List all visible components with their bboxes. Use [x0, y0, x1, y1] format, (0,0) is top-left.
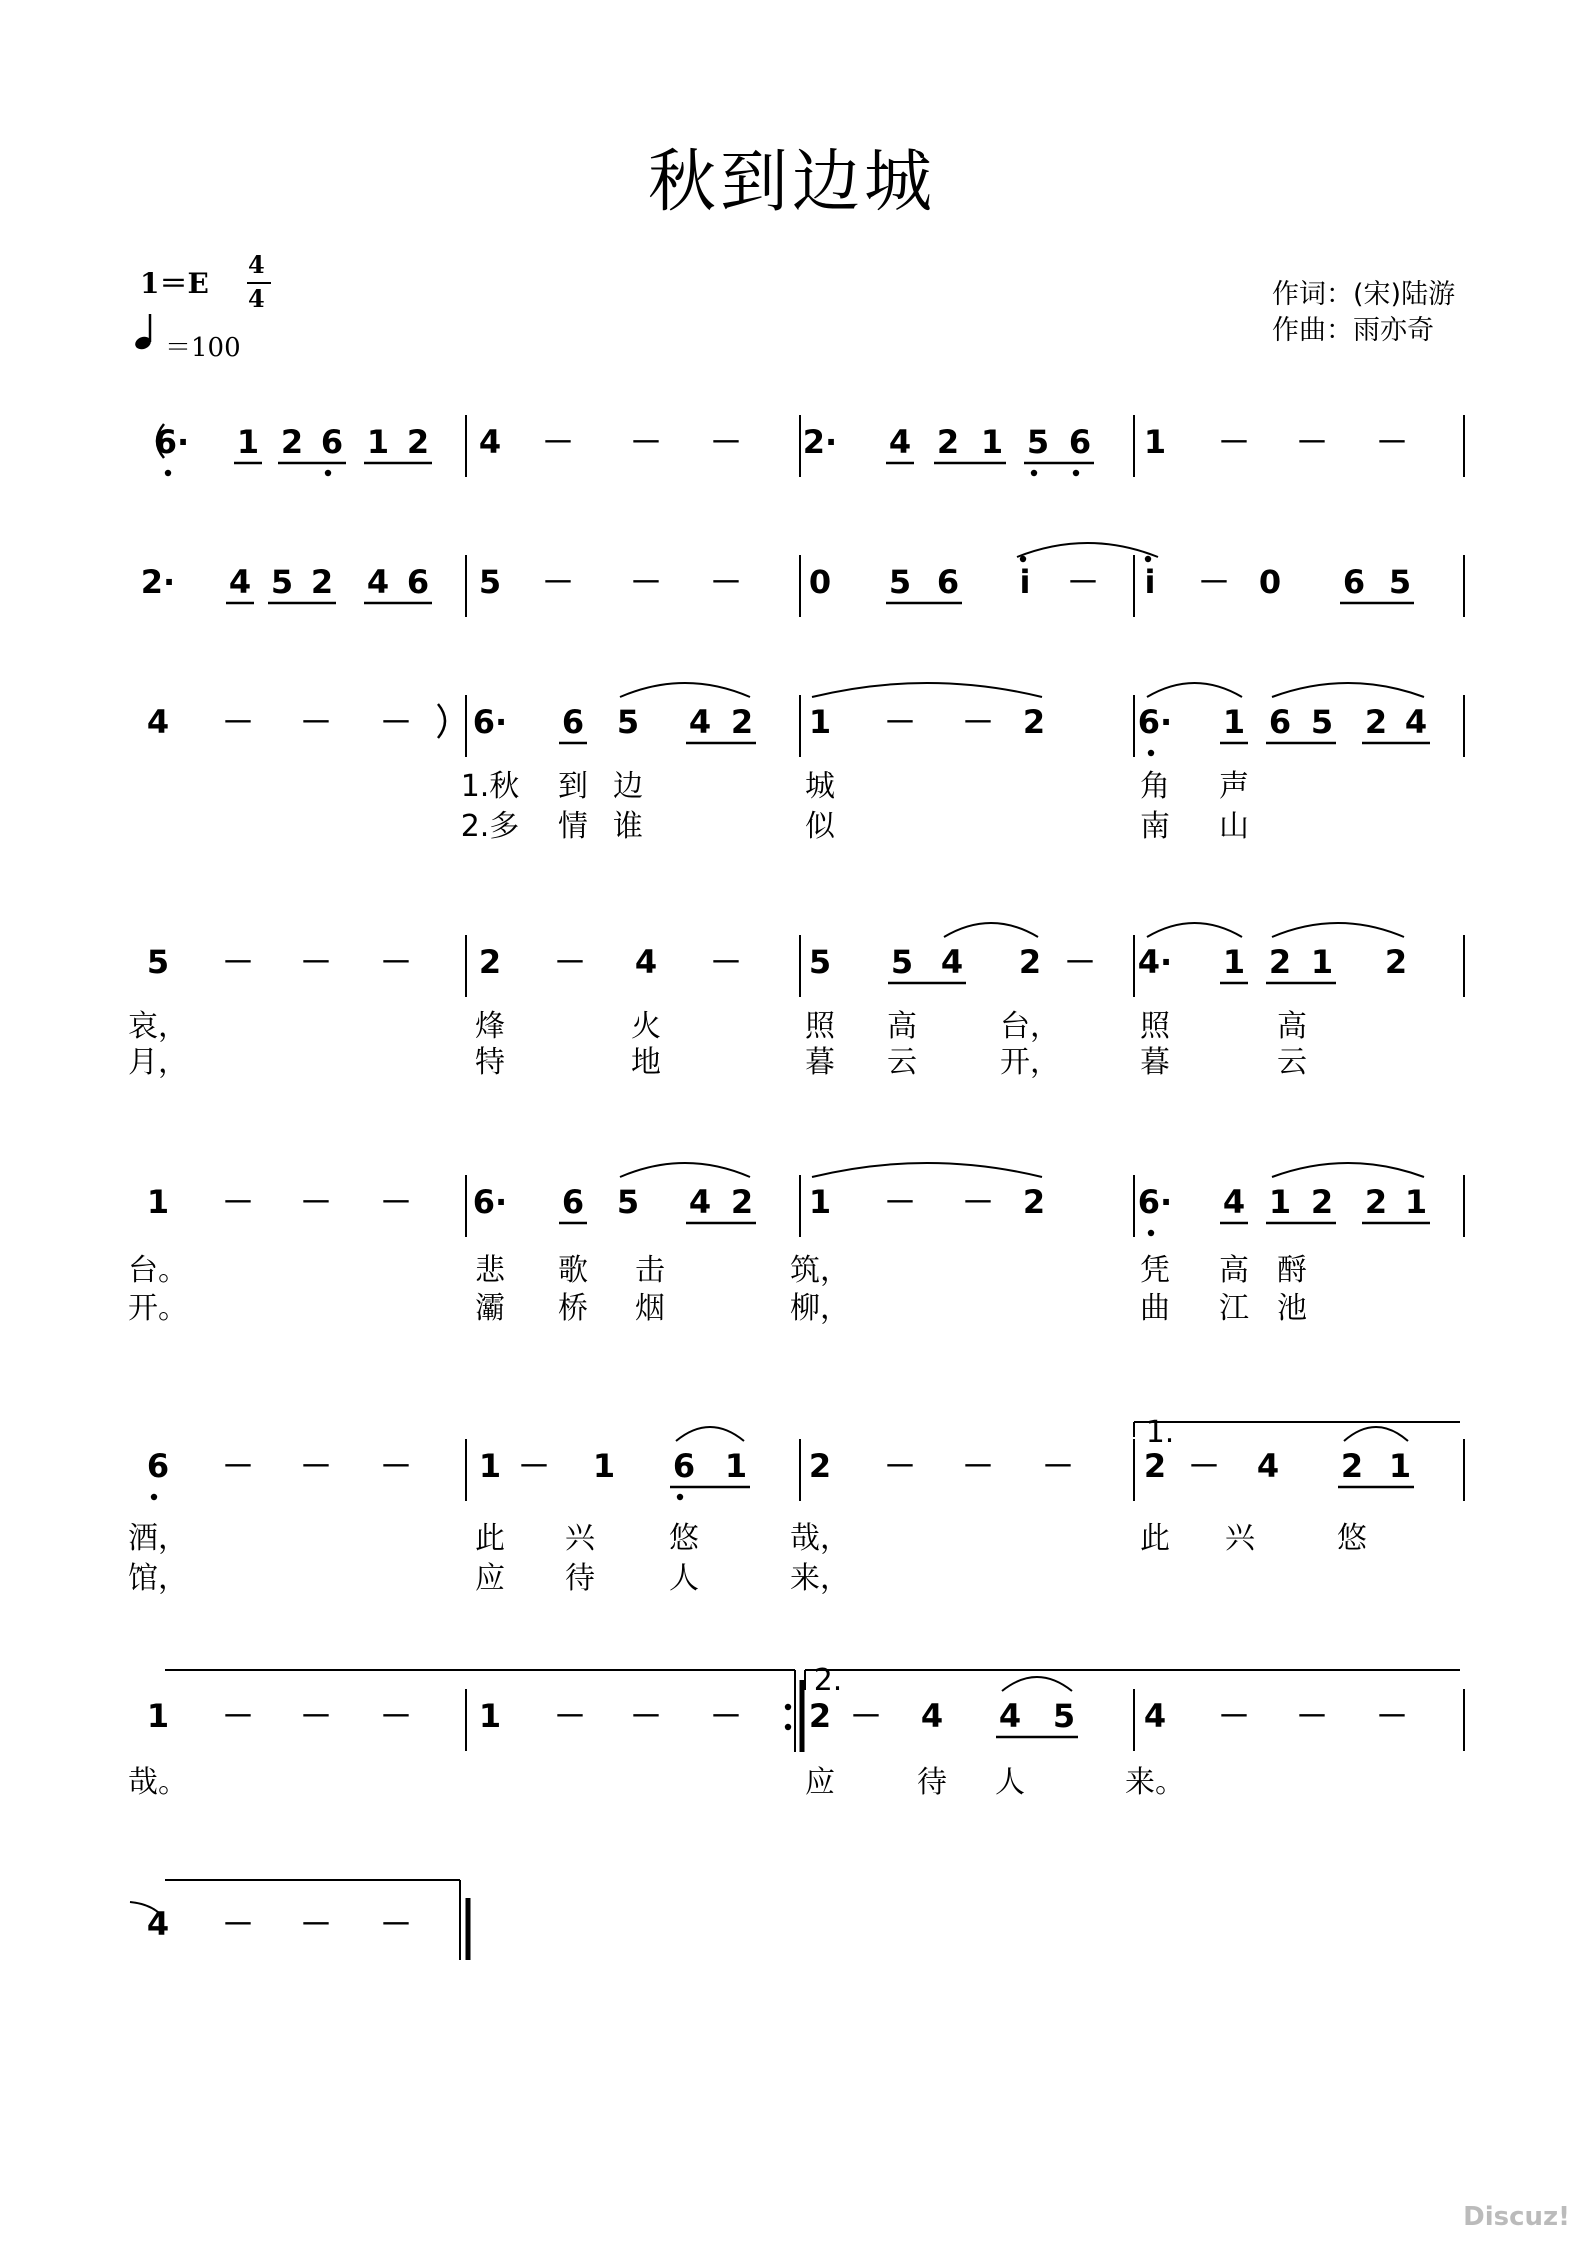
note: － — [379, 1447, 413, 1485]
note: 6 — [1068, 423, 1092, 461]
lyric-verse-1: 哀， — [128, 1009, 188, 1044]
note: 4 — [940, 943, 964, 981]
note: 5 — [1026, 423, 1050, 461]
note: － — [1041, 1447, 1075, 1485]
note: 2 — [808, 1447, 832, 1485]
note: 2 — [1384, 943, 1408, 981]
note: 2· — [802, 423, 838, 461]
note: － — [517, 1447, 551, 1485]
composer-credit: 作曲：雨亦奇 — [1272, 315, 1434, 346]
note: 1 — [808, 1183, 832, 1221]
lyric-verse-2: 柳， — [790, 1291, 850, 1326]
lyric-verse-2: 应 — [475, 1561, 505, 1596]
note: － — [1375, 1697, 1409, 1735]
note: 1 — [146, 1697, 170, 1735]
note: 0 — [808, 563, 832, 601]
note: 1 — [1388, 1447, 1412, 1485]
note: 4 — [1404, 703, 1428, 741]
lyric-verse-2: 馆， — [128, 1561, 188, 1596]
lyric-verse-1: 此 — [1140, 1521, 1170, 1556]
note: 4 — [366, 563, 390, 601]
note: 1 — [1404, 1183, 1428, 1221]
lyric-verse-1: 来。 — [1125, 1765, 1185, 1800]
watermark: Discuz! — [1463, 2202, 1570, 2232]
note: 4 — [920, 1697, 944, 1735]
lyric-verse-2: 池 — [1277, 1291, 1307, 1326]
lyric-verse-2: 山 — [1219, 809, 1249, 844]
note: 1 — [478, 1447, 502, 1485]
lyric-verse-2: 月， — [128, 1045, 188, 1080]
note: 4 — [146, 703, 170, 741]
note: － — [553, 1697, 587, 1735]
note: 5 — [1388, 563, 1412, 601]
note: 4 — [688, 703, 712, 741]
lyric-verse-2: 烟 — [635, 1291, 665, 1326]
note: － — [379, 1905, 413, 1943]
note: － — [709, 1697, 743, 1735]
note: － — [379, 943, 413, 981]
lyric-verse-2: 南 — [1140, 809, 1170, 844]
lyric-verse-1: 角 — [1140, 769, 1170, 804]
note: 1 — [1222, 943, 1246, 981]
note: 2 — [1022, 1183, 1046, 1221]
lyric-verse-1: 人 — [995, 1765, 1025, 1800]
note: 6· — [1137, 1183, 1173, 1221]
note: 2· — [140, 563, 176, 601]
note: 2 — [1143, 1447, 1167, 1485]
lyric-verse-2: 情 — [558, 809, 588, 844]
low-octave-dot — [325, 470, 331, 476]
note: － — [299, 1183, 333, 1221]
note: 5 — [146, 943, 170, 981]
lyric-verse-2: 特 — [475, 1045, 505, 1080]
note: 2 — [1310, 1183, 1334, 1221]
lyric-verse-1: 应 — [805, 1765, 835, 1800]
lyric-verse-1: 台， — [1000, 1009, 1060, 1044]
note: 6· — [472, 1183, 508, 1221]
note: － — [709, 943, 743, 981]
lyric-verse-1: 凭 — [1140, 1253, 1170, 1288]
note: 1 — [366, 423, 390, 461]
note: － — [961, 1447, 995, 1485]
lyric-verse-2: 桥 — [558, 1291, 588, 1326]
note: 5 — [1052, 1697, 1076, 1735]
slur — [1272, 923, 1404, 937]
note: 6 — [561, 703, 585, 741]
lyric-verse-1: 悲 — [475, 1253, 505, 1288]
note: 2 — [478, 943, 502, 981]
note: － — [883, 703, 917, 741]
note: 5 — [270, 563, 294, 601]
lyric-verse-1: 到 — [558, 769, 588, 804]
lyric-verse-2: 开。 — [128, 1291, 188, 1326]
note: 1 — [980, 423, 1004, 461]
repeat-dot — [785, 1724, 791, 1730]
lyric-verse-2: 云 — [887, 1045, 917, 1080]
lyric-verse-1: 酹 — [1277, 1253, 1307, 1288]
slur — [1147, 923, 1242, 937]
note: 4 — [228, 563, 252, 601]
note: 1 — [146, 1183, 170, 1221]
note: 6 — [1268, 703, 1292, 741]
lyric-verse-1: 高 — [1219, 1253, 1249, 1288]
lyric-verse-1: 筑， — [790, 1253, 850, 1288]
note: － — [629, 563, 663, 601]
note: － — [961, 1183, 995, 1221]
note: 6· — [154, 423, 190, 461]
low-octave-dot — [1073, 470, 1079, 476]
note: 1 — [808, 703, 832, 741]
high-octave-dot — [1145, 556, 1151, 562]
note: 6 — [936, 563, 960, 601]
note: 6 — [672, 1447, 696, 1485]
note: － — [299, 943, 333, 981]
lyric-verse-1: 悠 — [1337, 1521, 1367, 1556]
slur — [620, 1163, 750, 1177]
note: 4 — [634, 943, 658, 981]
note: － — [299, 1697, 333, 1735]
note: 2 — [1364, 1183, 1388, 1221]
lyric-verse-2: 人 — [669, 1561, 699, 1596]
note: 4 — [888, 423, 912, 461]
note: 6 — [146, 1447, 170, 1485]
note: 1 — [1310, 943, 1334, 981]
note: － — [1217, 423, 1251, 461]
lyricist-credit: 作词：(宋)陆游 — [1272, 279, 1456, 310]
lyric-verse-1: 兴 — [1225, 1521, 1255, 1556]
note: － — [883, 1183, 917, 1221]
lyric-verse-2: 开， — [1000, 1045, 1060, 1080]
note: 5 — [890, 943, 914, 981]
time-signature-top: 4 — [248, 250, 265, 279]
volta-1-number: 1. — [1145, 1415, 1175, 1450]
slur — [1272, 1163, 1424, 1177]
note: － — [299, 1905, 333, 1943]
note: 6 — [406, 563, 430, 601]
lyric-verse-2: 待 — [565, 1561, 595, 1596]
low-octave-dot — [677, 1494, 683, 1500]
lyric-verse-2: 谁 — [613, 809, 643, 844]
slur — [676, 1427, 744, 1441]
slur — [1017, 543, 1158, 557]
lyric-verse-1: 待 — [917, 1765, 947, 1800]
lyric-verse-2: 云 — [1277, 1045, 1307, 1080]
note: 1 — [236, 423, 260, 461]
lyric-verse-2: 暮 — [805, 1045, 835, 1080]
note: － — [1187, 1447, 1221, 1485]
tempo-marking: ＝100 — [165, 333, 241, 363]
repeat-dot — [785, 1704, 791, 1710]
lyric-verse-1: 击 — [635, 1253, 665, 1288]
lyric-verse-1: 哉， — [790, 1521, 850, 1556]
note: 5 — [616, 1183, 640, 1221]
note: － — [379, 1183, 413, 1221]
volta-2-number: 2. — [813, 1663, 843, 1698]
key-signature: 1＝E — [140, 267, 209, 300]
note: 6· — [472, 703, 508, 741]
slur — [620, 683, 750, 697]
high-octave-dot — [1020, 556, 1026, 562]
low-octave-dot — [1031, 470, 1037, 476]
slur — [1344, 1427, 1408, 1441]
low-octave-dot — [165, 470, 171, 476]
lyric-verse-2: 2.多 — [460, 809, 520, 844]
lyric-verse-1: 歌 — [558, 1253, 588, 1288]
lyric-verse-1: 1.秋 — [460, 769, 520, 804]
note: － — [379, 703, 413, 741]
note: 1 — [478, 1697, 502, 1735]
lyric-verse-2: 暮 — [1140, 1045, 1170, 1080]
note: － — [541, 423, 575, 461]
slur — [944, 923, 1038, 937]
note: 6 — [561, 1183, 585, 1221]
note: － — [221, 1447, 255, 1485]
lyric-verse-1: 高 — [1277, 1009, 1307, 1044]
lyric-verse-1: 哉。 — [128, 1765, 188, 1800]
lyric-verse-1: 照 — [1140, 1009, 1170, 1044]
lyric-verse-1: 悠 — [669, 1521, 699, 1556]
note: － — [849, 1697, 883, 1735]
note: 1 — [724, 1447, 748, 1485]
note: 1 — [592, 1447, 616, 1485]
note: － — [553, 943, 587, 981]
low-octave-dot — [1148, 750, 1154, 756]
note: 0 — [1258, 563, 1282, 601]
slur — [812, 1163, 1042, 1177]
low-octave-dot — [151, 1494, 157, 1500]
note: － — [629, 1697, 663, 1735]
note: － — [1066, 563, 1100, 601]
note: 1 — [1268, 1183, 1292, 1221]
note: 5 — [478, 563, 502, 601]
note: 4· — [1137, 943, 1173, 981]
note: 4 — [998, 1697, 1022, 1735]
slur — [1002, 1677, 1072, 1691]
note: 1 — [1222, 703, 1246, 741]
note: 2 — [1364, 703, 1388, 741]
note: 2 — [1018, 943, 1042, 981]
note: 2 — [280, 423, 304, 461]
note: 5 — [616, 703, 640, 741]
note: 5 — [1310, 703, 1334, 741]
note: 2 — [730, 703, 754, 741]
note: 2 — [1268, 943, 1292, 981]
lyric-verse-2: 地 — [631, 1045, 661, 1080]
note: 4 — [688, 1183, 712, 1221]
note: i — [1019, 563, 1031, 601]
note: － — [709, 563, 743, 601]
note: － — [883, 1447, 917, 1485]
intro-close-bracket — [438, 704, 445, 738]
note: － — [629, 423, 663, 461]
low-octave-dot — [1148, 1230, 1154, 1236]
lyric-verse-2: 来， — [790, 1561, 850, 1596]
note: － — [299, 703, 333, 741]
note: 2 — [1340, 1447, 1364, 1485]
note: － — [541, 563, 575, 601]
lyric-verse-1: 照 — [805, 1009, 835, 1044]
note: 2 — [730, 1183, 754, 1221]
lyric-verse-1: 兴 — [565, 1521, 595, 1556]
note: 6· — [1137, 703, 1173, 741]
lyric-verse-2: 似 — [805, 809, 835, 844]
note: － — [1217, 1697, 1251, 1735]
lyric-verse-2: 江 — [1219, 1291, 1249, 1326]
page-title: 秋到边城 — [647, 143, 936, 222]
note: 1 — [1143, 423, 1167, 461]
note: 6 — [320, 423, 344, 461]
lyric-verse-1: 声 — [1219, 769, 1249, 804]
lyric-verse-1: 边 — [613, 769, 643, 804]
note: － — [1063, 943, 1097, 981]
note: 5 — [888, 563, 912, 601]
lyric-verse-2: 灞 — [475, 1291, 505, 1326]
note: 2 — [310, 563, 334, 601]
slur — [1272, 683, 1424, 697]
note: － — [221, 943, 255, 981]
lyric-verse-1: 酒， — [128, 1521, 188, 1556]
note: － — [1295, 1697, 1329, 1735]
note: 4 — [478, 423, 502, 461]
lyric-verse-1: 烽 — [475, 1009, 505, 1044]
note: － — [1295, 423, 1329, 461]
note: － — [709, 423, 743, 461]
time-signature-bottom: 4 — [248, 284, 265, 313]
note: － — [221, 1905, 255, 1943]
lyric-verse-1: 高 — [887, 1009, 917, 1044]
lyric-verse-1: 城 — [805, 769, 835, 804]
note: 5 — [808, 943, 832, 981]
note: 2 — [1022, 703, 1046, 741]
note: － — [1375, 423, 1409, 461]
note: 6 — [1342, 563, 1366, 601]
note: 2 — [936, 423, 960, 461]
note: 4 — [1222, 1183, 1246, 1221]
note: 4 — [1256, 1447, 1280, 1485]
slur — [812, 683, 1042, 697]
note: － — [379, 1697, 413, 1735]
note: 2 — [406, 423, 430, 461]
note: i — [1144, 563, 1156, 601]
note: － — [961, 703, 995, 741]
lyric-verse-1: 火 — [631, 1009, 661, 1044]
note: － — [299, 1447, 333, 1485]
lyric-verse-1: 台。 — [128, 1253, 188, 1288]
note: － — [221, 1183, 255, 1221]
lyric-verse-2: 曲 — [1140, 1291, 1170, 1326]
note: 4 — [1143, 1697, 1167, 1735]
note: － — [1197, 563, 1231, 601]
note: － — [221, 703, 255, 741]
note: 2 — [808, 1697, 832, 1735]
note: 4 — [146, 1905, 170, 1943]
slur — [1147, 683, 1242, 697]
note: － — [221, 1697, 255, 1735]
lyric-verse-1: 此 — [475, 1521, 505, 1556]
